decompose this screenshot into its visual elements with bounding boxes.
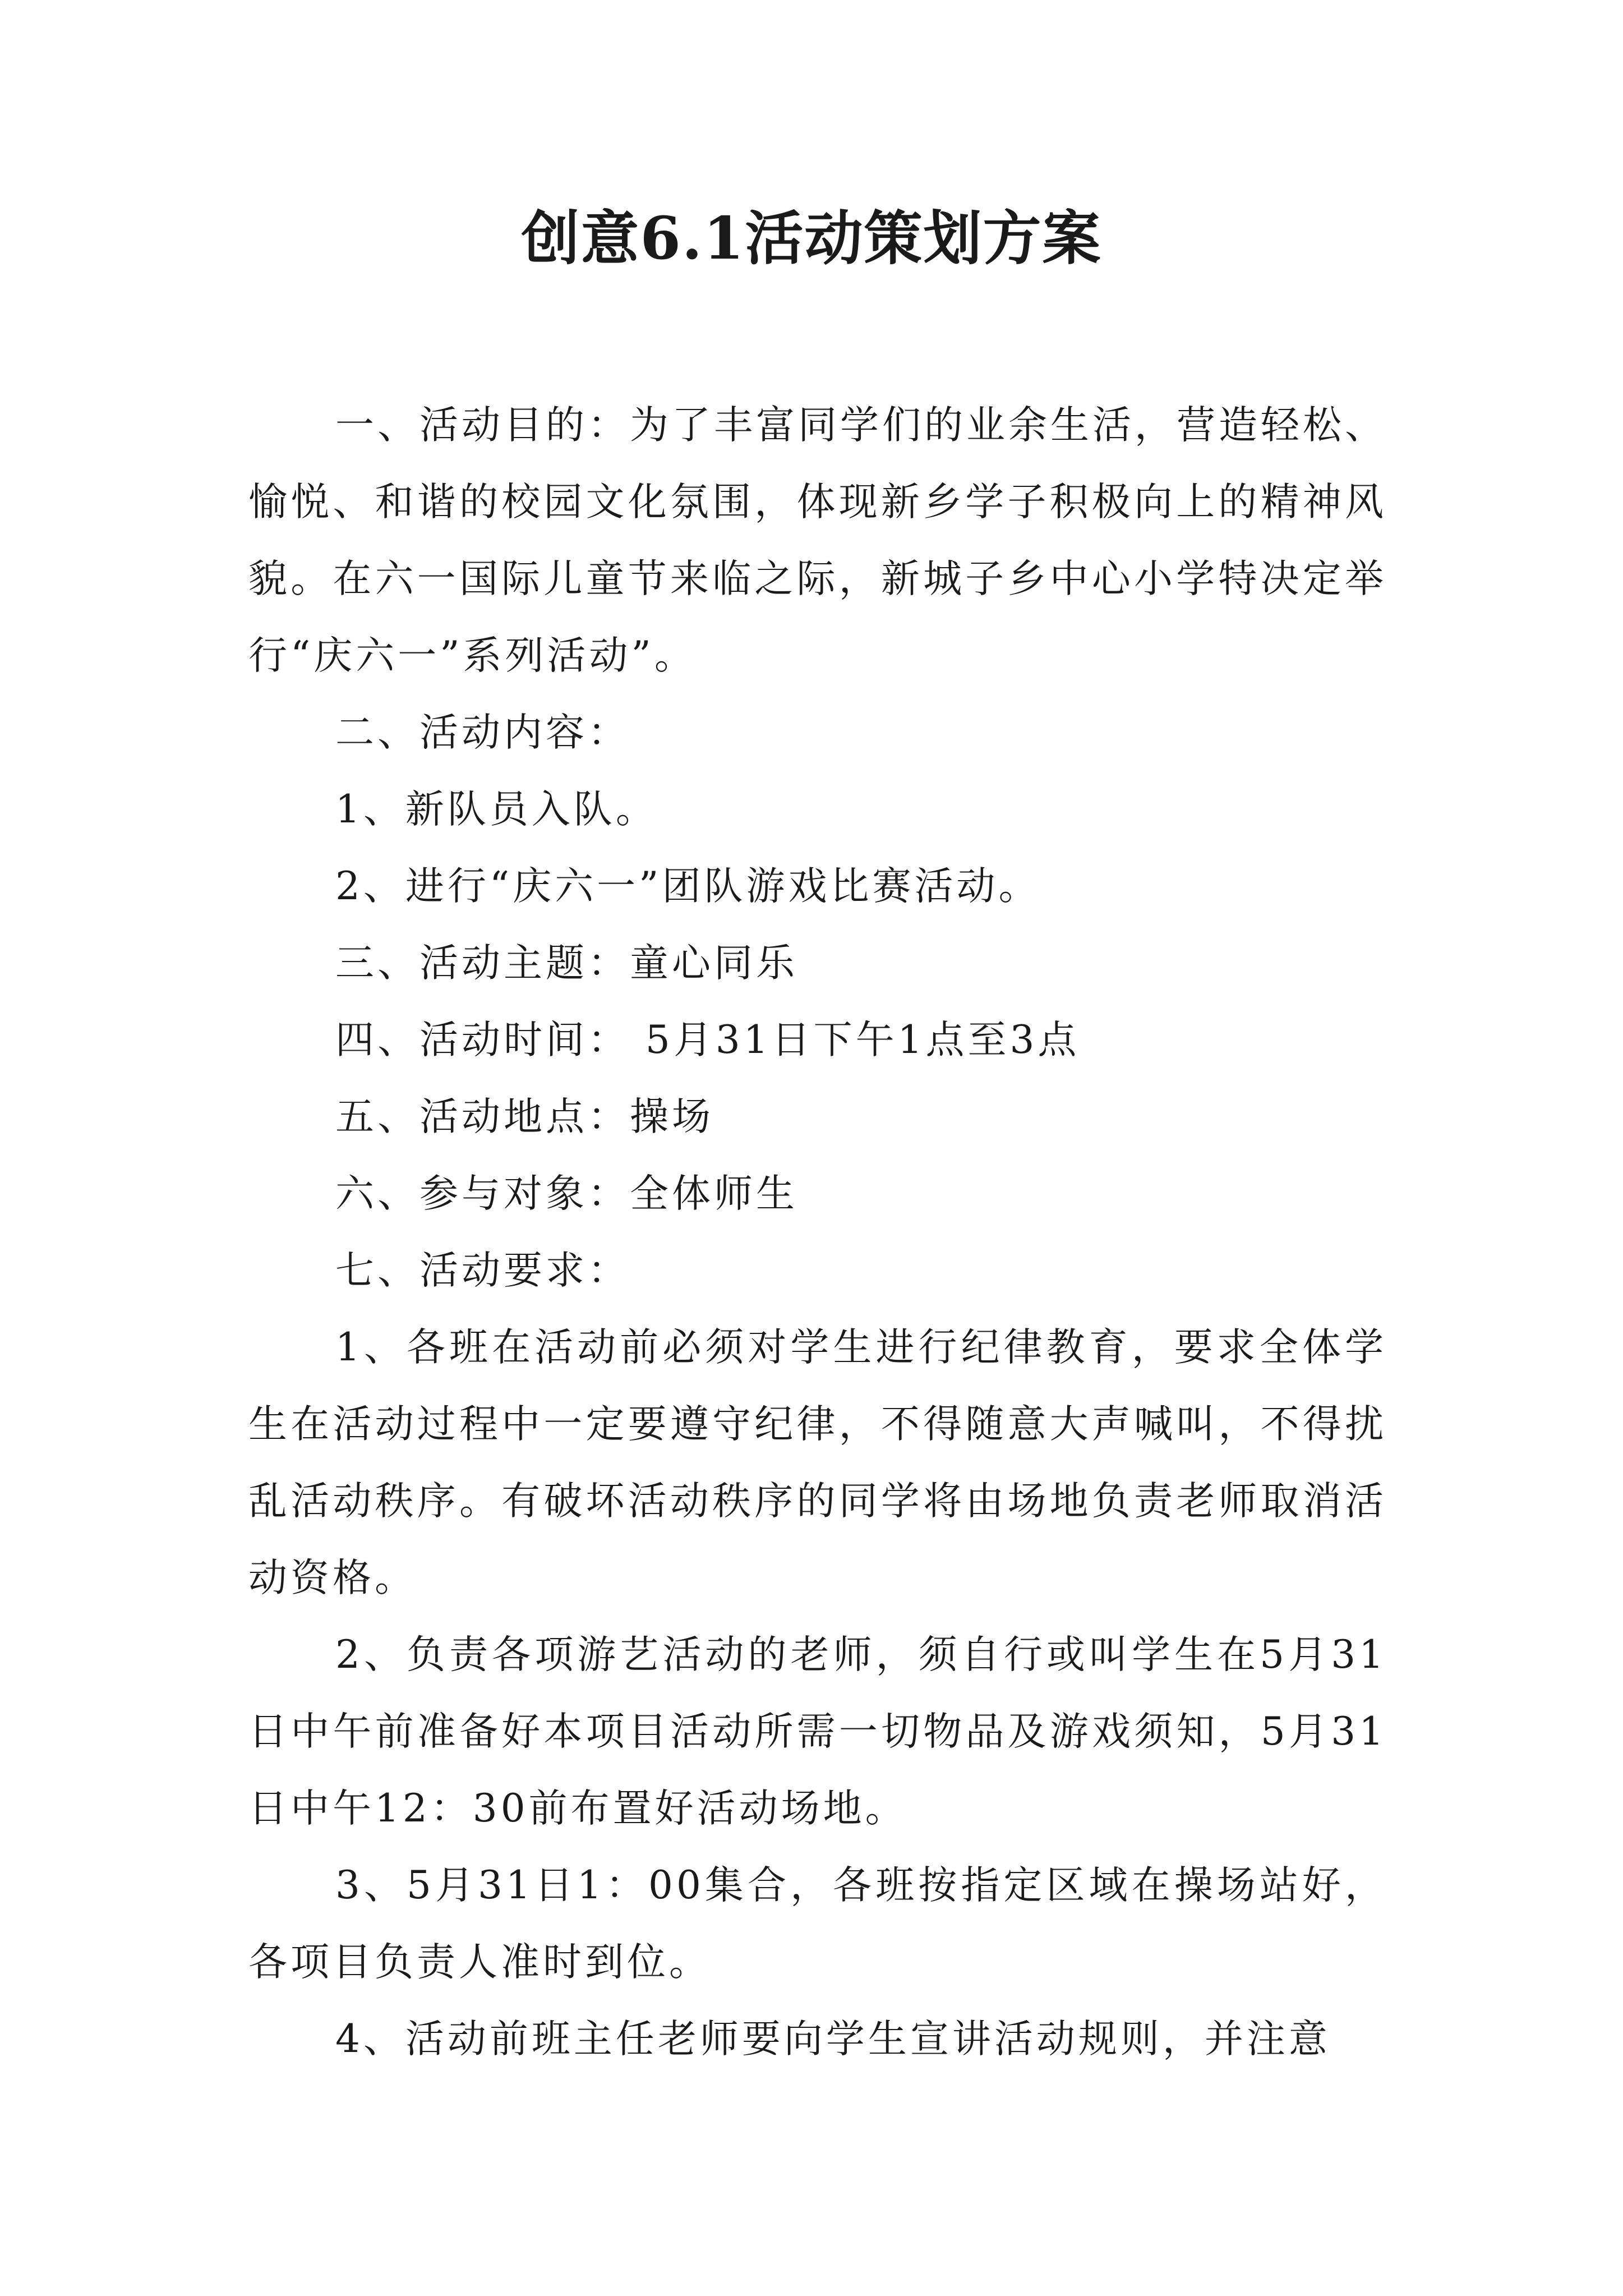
paragraph-theme: 三、活动主题：童心同乐 [335,941,798,986]
paragraph-content-item-2: 2、进行“庆六一”团队游戏比赛活动。 [335,864,1041,909]
document-body [248,387,1387,2078]
paragraph-location: 五、活动地点：操场 [335,1094,714,1139]
paragraph-time: 四、活动时间： 5月31日下午1点至3点 [335,1018,1080,1062]
paragraph-content-heading: 二、活动内容： [335,710,630,755]
paragraph-content-item-1: 1、新队员入队。 [335,787,658,832]
paragraph-requirements-heading: 七、活动要求： [335,1248,630,1293]
paragraph-requirement-4: 4、活动前班主任老师要向学生宣讲活动规则，并注意 [335,2017,1331,2062]
paragraph-requirement-2: 2、负责各项游艺活动的老师，须自行或叫学生在5月31日中午前准备好本项目活动所需一切物品及游戏须知，5月31日中午12：30前布置好活动场地。 [248,1632,1387,1831]
paragraph-requirement-3: 3、5月31日1：00集合，各班按指定区域在操场站好，各项目负责人准时到位。 [248,1863,1387,1985]
page-title: 创意6.1活动策划方案 [521,204,1102,273]
paragraph-participants: 六、参与对象：全体师生 [335,1171,798,1216]
paragraph-requirement-1: 1、各班在活动前必须对学生进行纪律教育，要求全体学生在活动过程中一定要遵守纪律，不得随意大声喊叫，不得扰乱活动秩序。有破坏活动秩序的同学将由场地负责老师取消活动资格。 [248,1325,1387,1600]
paragraph-purpose: 一、活动目的：为了丰富同学们的业余生活，营造轻松、愉悦、和谐的校园文化氛围，体现新乡学子积极向上的精神风貌。在六一国际儿童节来临之际，新城子乡中心小学特决定举行“庆六一”系列活动”。 [248,403,1387,678]
